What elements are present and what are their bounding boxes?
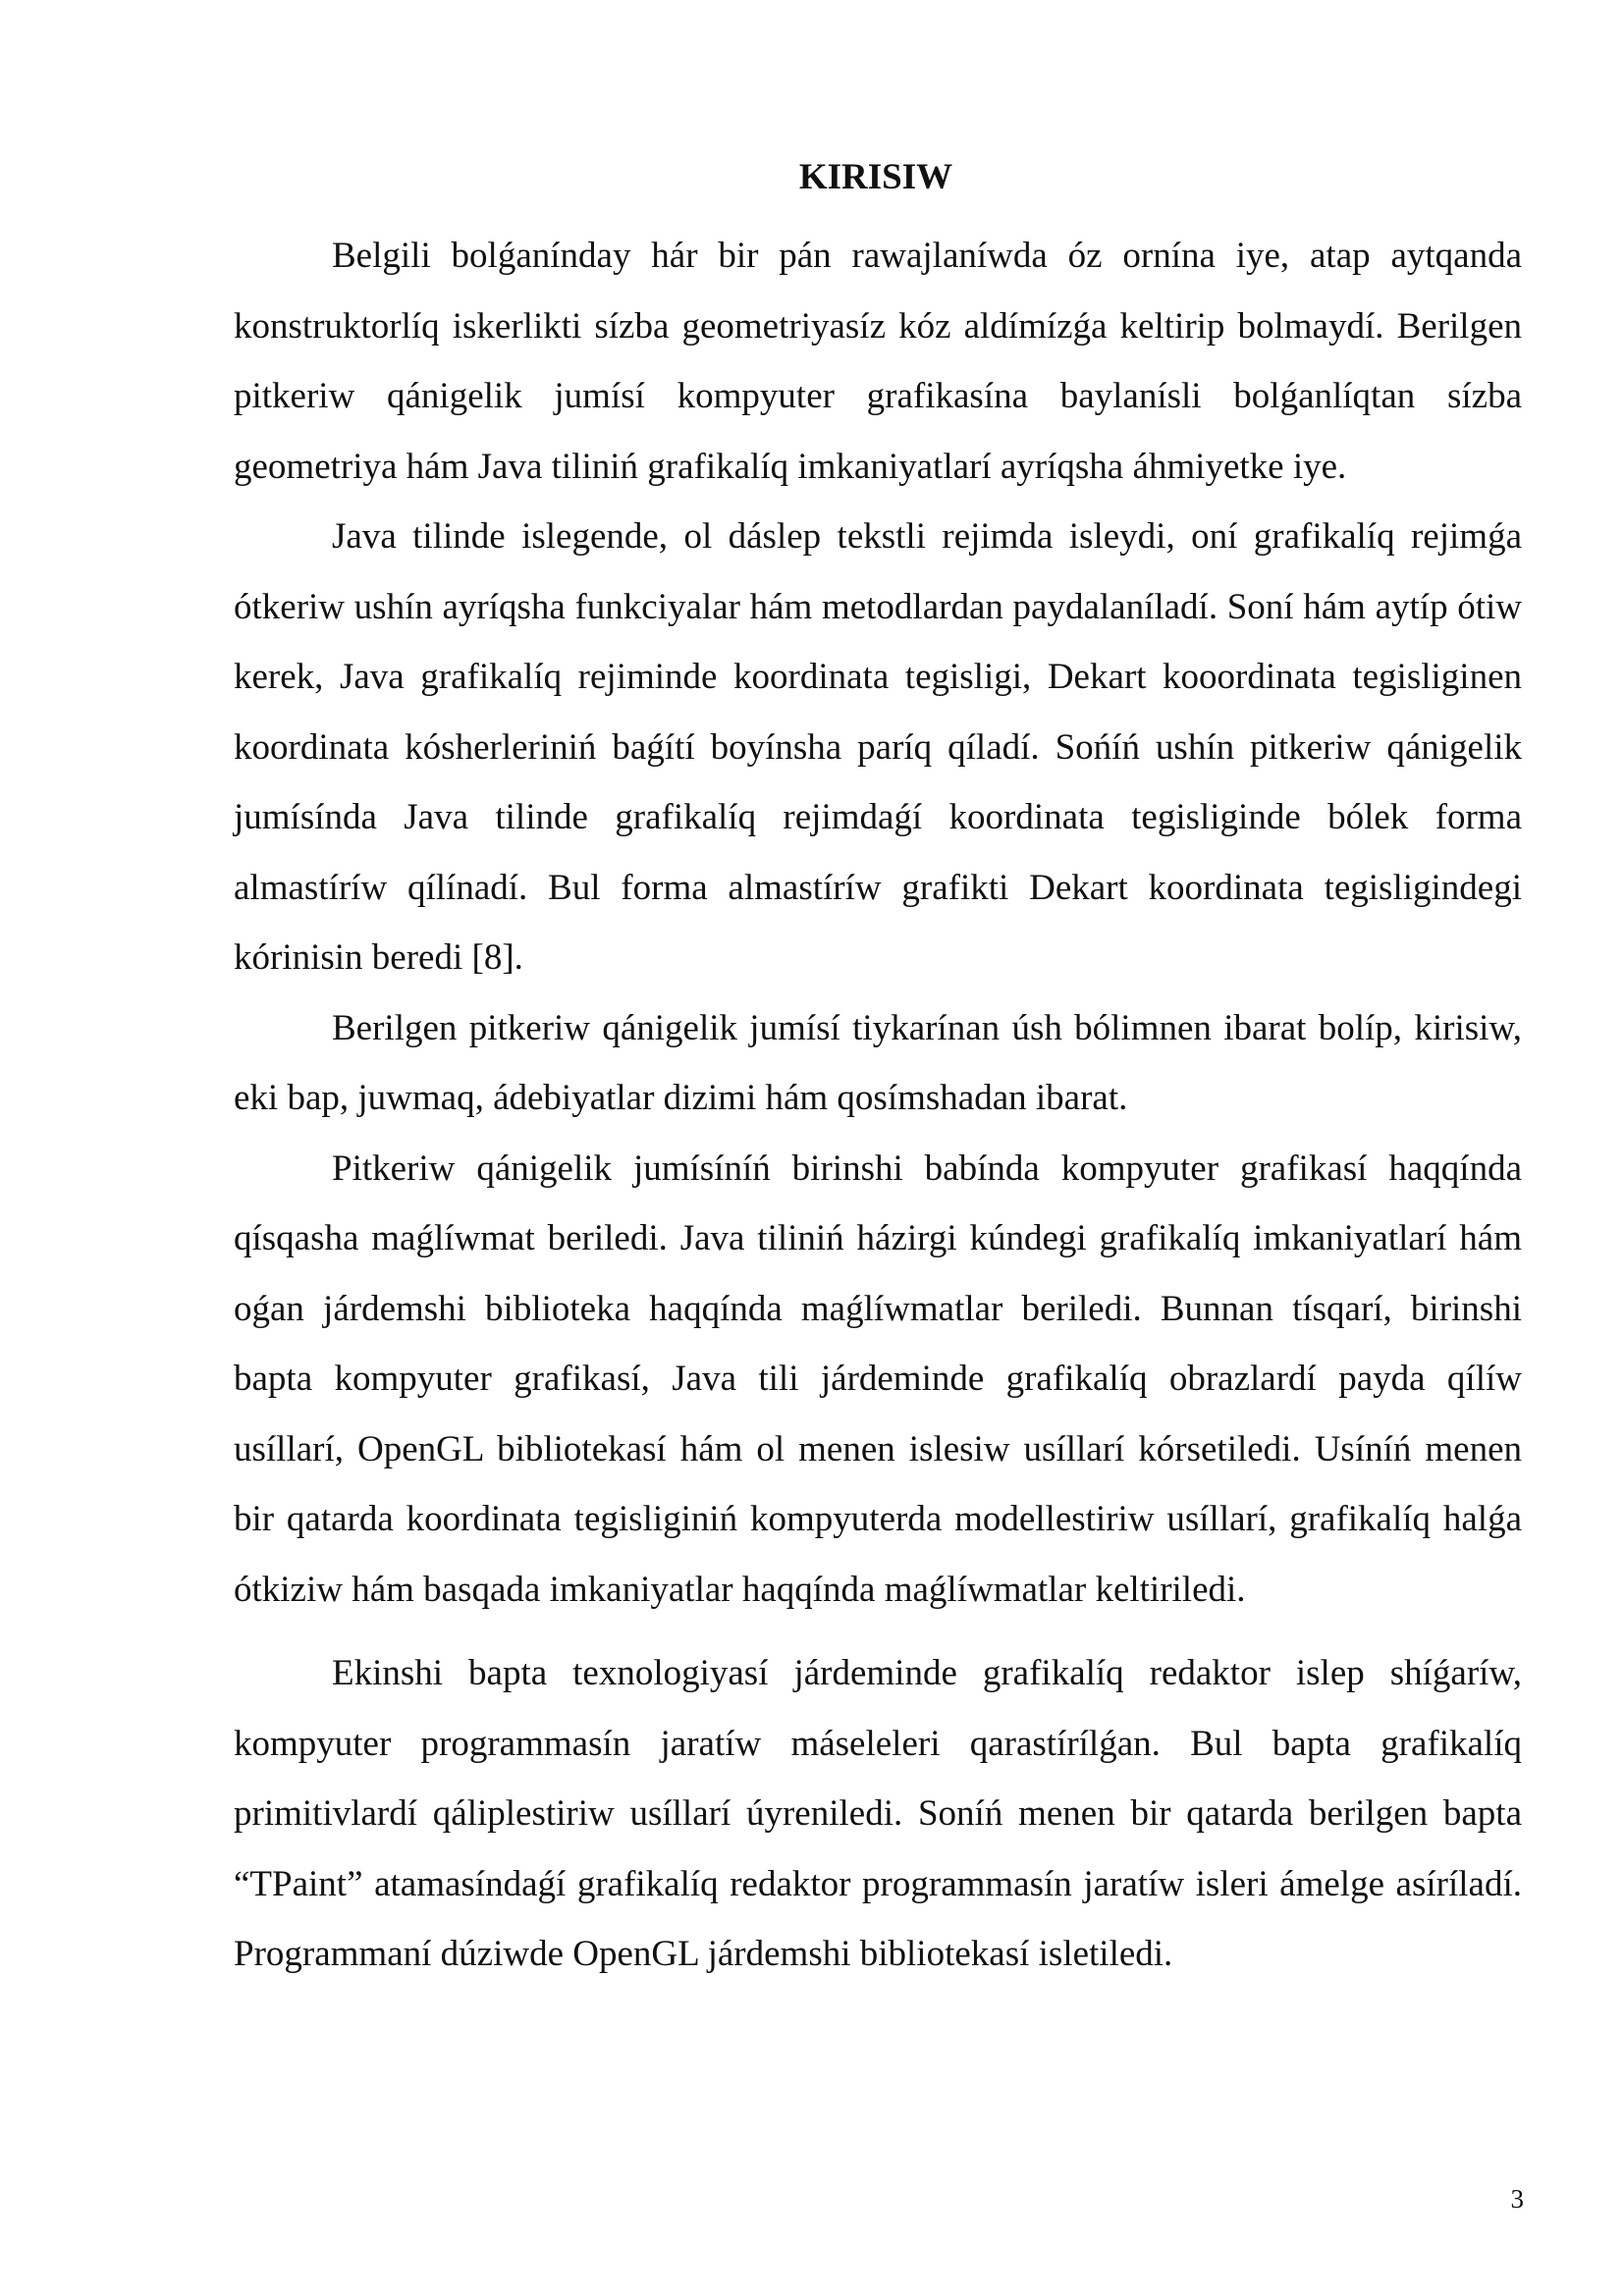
paragraph-1: Belgili bolǵanínday hár bir pán rawajlaníwda óz ornína iye, atap aytqanda konstruktorlíq iskerlikti sízba geometriyasíz kóz aldímízǵa keltirip bolmaydí. Berilgen pitkeriw qánigelik jumísí kompyuter grafikasína baylanísli bolǵanlíqtan sízba geometriya hám Java tiliniń grafikalíq imkaniyatlarí ayríqsha áhmiyetke iye. (234, 236, 1522, 487)
paragraph-2: Java tilinde islegende, ol dáslep tekstli rejimda isleydi, oní grafikalíq rejimǵa ótkeriw ushín ayríqsha funkciyalar hám metodlardan paydalaníladí. Soní hám aytíp ótiw kerek, Java grafikalíq rejiminde koordinata tegisligi, Dekart kooordinata tegisliginen koordinata kósherleriniń baǵítí boyínsha paríq qíladí. Sońíń ushín pitkeriw qánigelik jumísínda Java tilinde grafikalíq rejimdaǵí koordinata tegisliginde bólek forma almastíríw qílínadí. Bul forma almastíríw grafikti Dekart koordinata tegisligindegi kórinisin beredi [8]. (234, 516, 1522, 978)
paragraph-5: Ekinshi bapta texnologiyasí járdeminde grafikalíq redaktor islep shíǵaríw, kompyuter programmasín jaratíw máseleleri qarastírílǵan. Bul bapta grafikalíq primitivlardí qáliplestiriw usíllarí úyreniledi. Soníń menen bir qatarda berilgen bapta “TPaint” atamasíndaǵí grafikalíq redaktor programmasín jaratíw isleri ámelge asíríladí. Programmaní dúziwde OpenGL járdemshi bibliotekasí isletiledi. (234, 1653, 1522, 1974)
paragraph-3: Berilgen pitkeriw qánigelik jumísí tiykarínan úsh bólimnen ibarat bolíp, kirisiw, eki bap, juwmaq, ádebiyatlar dizimi hám qosímshadan ibarat. (234, 1007, 1522, 1118)
paragraph-4: Pitkeriw qánigelik jumísíníń birinshi babínda kompyuter grafikasí haqqínda qísqasha maǵlíwmat beriledi. Java tiliniń házirgi kúndegi grafikalíq imkaniyatlarí hám oǵan járdemshi biblioteka haqqínda maǵlíwmatlar beriledi. Bunnan tísqarí, birinshi bapta kompyuter grafikasí, Java tili járdeminde grafikalíq obrazlardí payda qílíw usíllarí, OpenGL bibliotekasí hám ol menen islesiw usíllarí kórsetiledi. Usíníń menen bir qatarda koordinata tegisliginiń kompyuterda modellestiriw usíllarí, grafikalíq halǵa ótkiziw hám basqada imkaniyatlar haqqínda maǵlíwmatlar keltiriledi. (234, 1148, 1522, 1610)
page-heading: KIRISIW (798, 157, 953, 197)
page-number: 3 (1510, 2184, 1524, 2214)
body-text (234, 221, 1522, 1990)
